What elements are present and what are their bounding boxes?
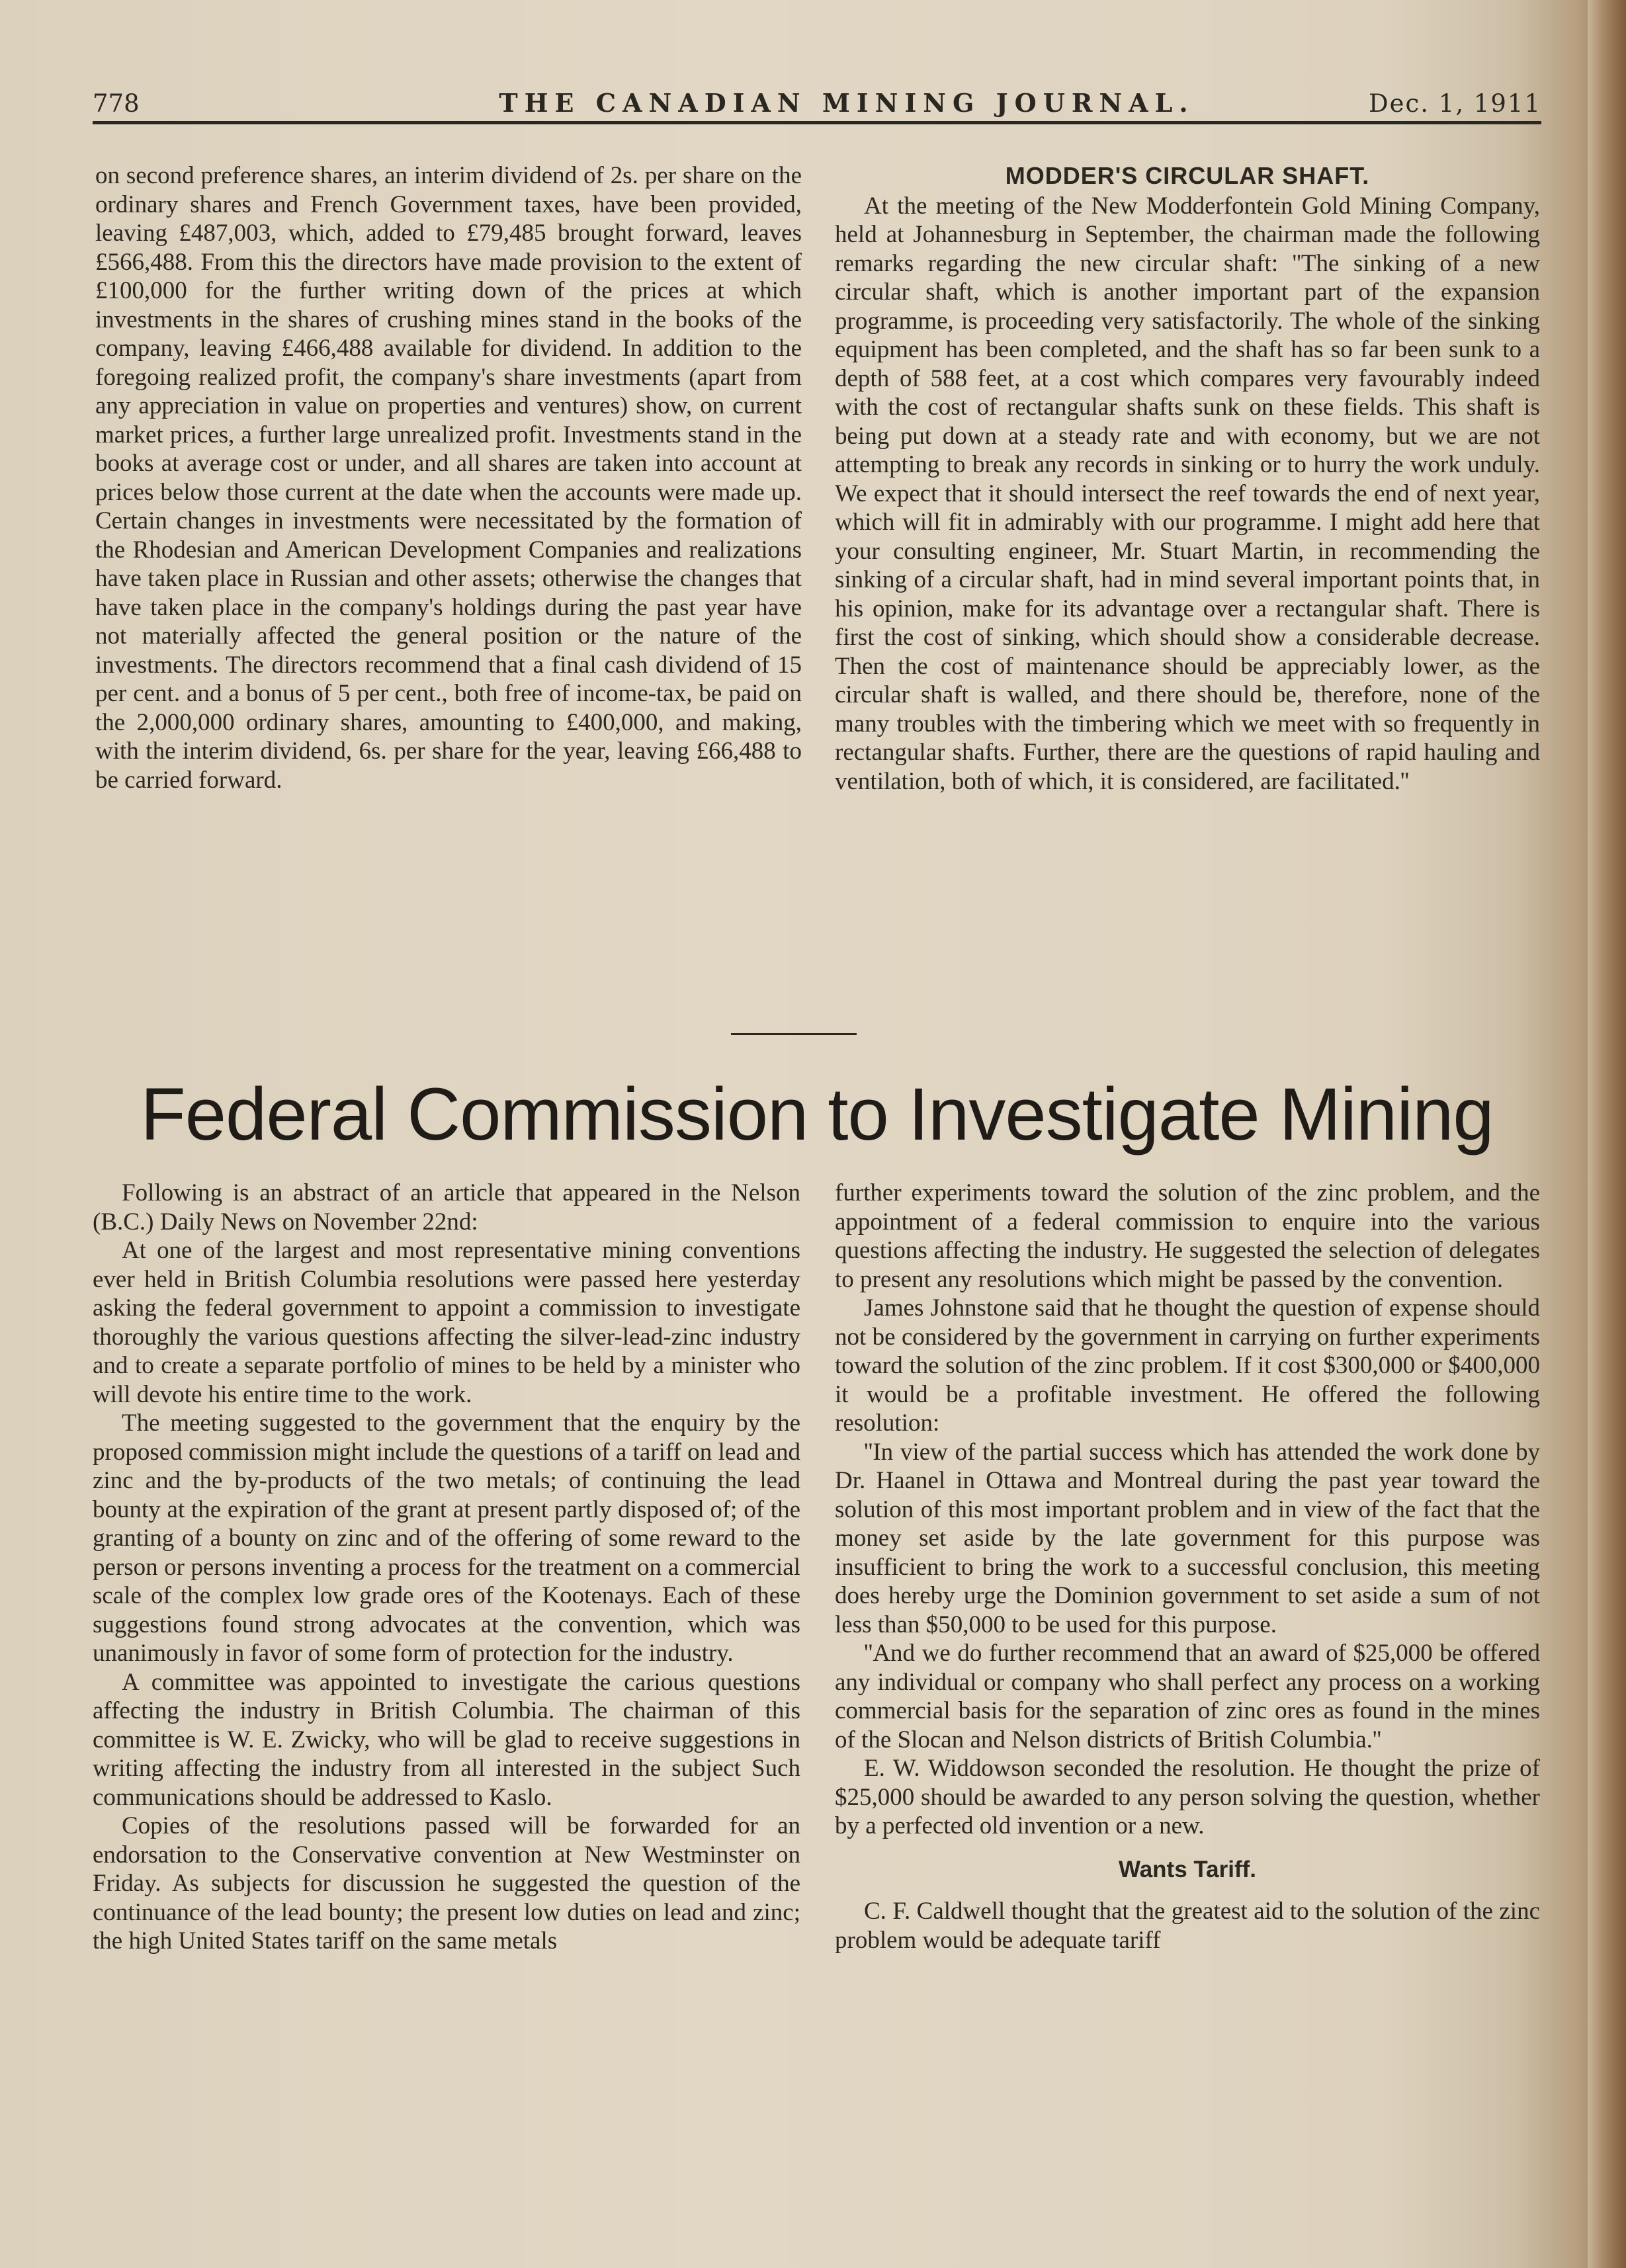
article-paragraph: further experiments toward the solution of the zinc problem, and the appointment of a federal commission to enquire into the various questions affecting the industry. He suggested the selection of delegates to present any resolutions which might be passed by the convention. — [835, 1179, 1540, 1293]
running-header — [93, 83, 1541, 122]
wants-tariff-subheading: Wants Tariff. — [1118, 1856, 1257, 1882]
page-number: 778 — [93, 89, 140, 118]
top-left-column — [95, 161, 802, 794]
article-paragraph: A committee was appointed to investigate the carious questions affecting the industry in British Columbia. The chairman of this committee is W. E. Zwicky, who will be glad to receive suggestions in writing affecting the industry from all interested in the subject Such communications should be addressed to Kaslo. — [93, 1668, 800, 1811]
article-headline: Federal Commission to Investigate Mining — [140, 1073, 1494, 1155]
article-paragraph: E. W. Widdowson seconded the resolution. He thought the prize of $25,000 should be awarded to any person solving the question, whether by a perfected old invention or a new. — [835, 1755, 1540, 1839]
article-paragraph: At one of the largest and most representative mining conventions ever held in British Columbia resolutions were passed here yesterday asking the federal government to appoint a commission to investigate thoroughly the various questions affecting the silver-lead-zinc industry and to create a separate portfolio of mines to be held by a minister who will devote his entire time to the work. — [93, 1237, 800, 1408]
article-right-column — [835, 1179, 1540, 1954]
issue-date: Dec. 1, 1911 — [1368, 89, 1541, 118]
section-divider — [731, 1033, 857, 1035]
resolution-quote: ''In view of the partial success which has attended the work done by Dr. Haanel in Ottawa and Montreal during the past year toward the solution of this most important problem and in view of the fact that the money set aside by the late government for this purpose was insufficient to bring the work to a successful conclusion, this meeting does hereby urge the Dominion government to set aside a sum of not less than $50,000 to be used for this purpose. — [835, 1438, 1540, 1638]
page-binding-edge — [1588, 0, 1626, 2268]
article-paragraph: Following is an abstract of an article that appeared in the Nelson (B.C.) Daily News on November 22nd: — [93, 1179, 800, 1236]
top-right-column — [835, 161, 1540, 796]
dividend-paragraph: on second preference shares, an interim dividend of 2s. per share on the ordinary shares and French Government taxes, have been provided, leaving £487,003, which, added to £79,485 brought forward, leaves £566,488. From this the directors have made provision to the extent of £100,000 for the further writing down of the prices at which investments in the shares of crushing mines stand in the books of the company, leaving £466,488 available for dividend. In addition to the foregoing realized profit, the company's share investments (apart from any appreciation in value on properties and ventures) show, on current market prices, a further large unrealized profit. Investments stand in the books at average cost or under, and all shares are taken into account at prices below those current at the date when the accounts were made up. Certain changes in investments were necessitated by the formation of the Rhodesian and American Development Companies and realizations have taken place in Russian and other assets; otherwise the changes that have taken place in the company's holdings during the past year have not materially affected the general position or the nature of the investments. The directors recommend that a final cash dividend of 15 per cent. and a bonus of 5 per cent., both free of income-tax, be paid on the 2,000,000 ordinary shares, amounting to £400,000, and making, with the interim dividend, 6s. per share for the year, leaving £66,488 to be carried forward. — [95, 162, 802, 794]
resolution-quote: ''And we do further recommend that an award of $25,000 be offered any individual or company who shall perfect any process on a working commercial basis for the separation of zinc ores as found in the mines of the Slocan and Nelson districts of British Columbia.'' — [835, 1640, 1540, 1753]
article-left-column — [93, 1179, 800, 1956]
article-paragraph: C. F. Caldwell thought that the greatest aid to the solution of the zinc problem would be adequate tariff — [835, 1898, 1540, 1954]
header-rule — [93, 121, 1541, 124]
modder-heading: MODDER'S CIRCULAR SHAFT. — [1005, 162, 1370, 189]
article-paragraph: The meeting suggested to the government that the enquiry by the proposed commission might include the questions of a tariff on lead and zinc and the by-products of the two metals; of continuing the lead bounty at the expiration of the grant at present partly disposed of; of the granting of a bounty on zinc and of the offering of some reward to the person or persons inventing a process for the treatment on a commercial scale of the complex low grade ores of the Kootenays. Each of these suggestions found strong advocates at the convention, which was unanimously in favor of some form of protection for the industry. — [93, 1409, 800, 1667]
modder-paragraph: At the meeting of the New Modderfontein Gold Mining Company, held at Johannesburg in September, the chairman made the following remarks regarding the new circular shaft: ''The sinking of a new circular shaft, which is another important part of the expansion programme, is proceeding very satisfactorily. The whole of the sinking equipment has been completed, and the shaft has so far been sunk to a depth of 588 feet, at a cost which compares very favourably indeed with the cost of rectangular shafts sunk on these fields. This shaft is being put down at a steady rate and with economy, but we are not attempting to break any records in sinking or to hurry the work unduly. We expect that it should intersect the reef towards the end of next year, which will fit in admirably with our programme. I might add here that your consulting engineer, Mr. Stuart Martin, in recommending the sinking of a circular shaft, had in mind several important points that, in his opinion, make for its advantage over a rectangular shaft. There is first the cost of sinking, which should show a considerable decrease. Then the cost of maintenance should be appreciably lower, as the circular shaft is walled, and there should be, therefore, none of the many troubles with the timbering which we meet with so frequently in rectangular shafts. Further, there are the questions of rapid hauling and ventilation, both of which, it is considered, are facilitated.'' — [835, 192, 1540, 795]
article-paragraph: Copies of the resolutions passed will be forwarded for an endorsation to the Conservative convention at New Westminster on Friday. As subjects for discussion he suggested the question of the continuance of the lead bounty; the present low duties on lead and zinc; the high United States tariff on the same metals — [93, 1812, 800, 1954]
article-paragraph: James Johnstone said that he thought the question of expense should not be considered by the government in carrying on further experiments toward the solution of the zinc problem. If it cost $300,000 or $400,000 it would be a profitable investment. He offered the following resolution: — [835, 1294, 1540, 1437]
journal-title: THE CANADIAN MINING JOURNAL. — [499, 88, 1195, 118]
